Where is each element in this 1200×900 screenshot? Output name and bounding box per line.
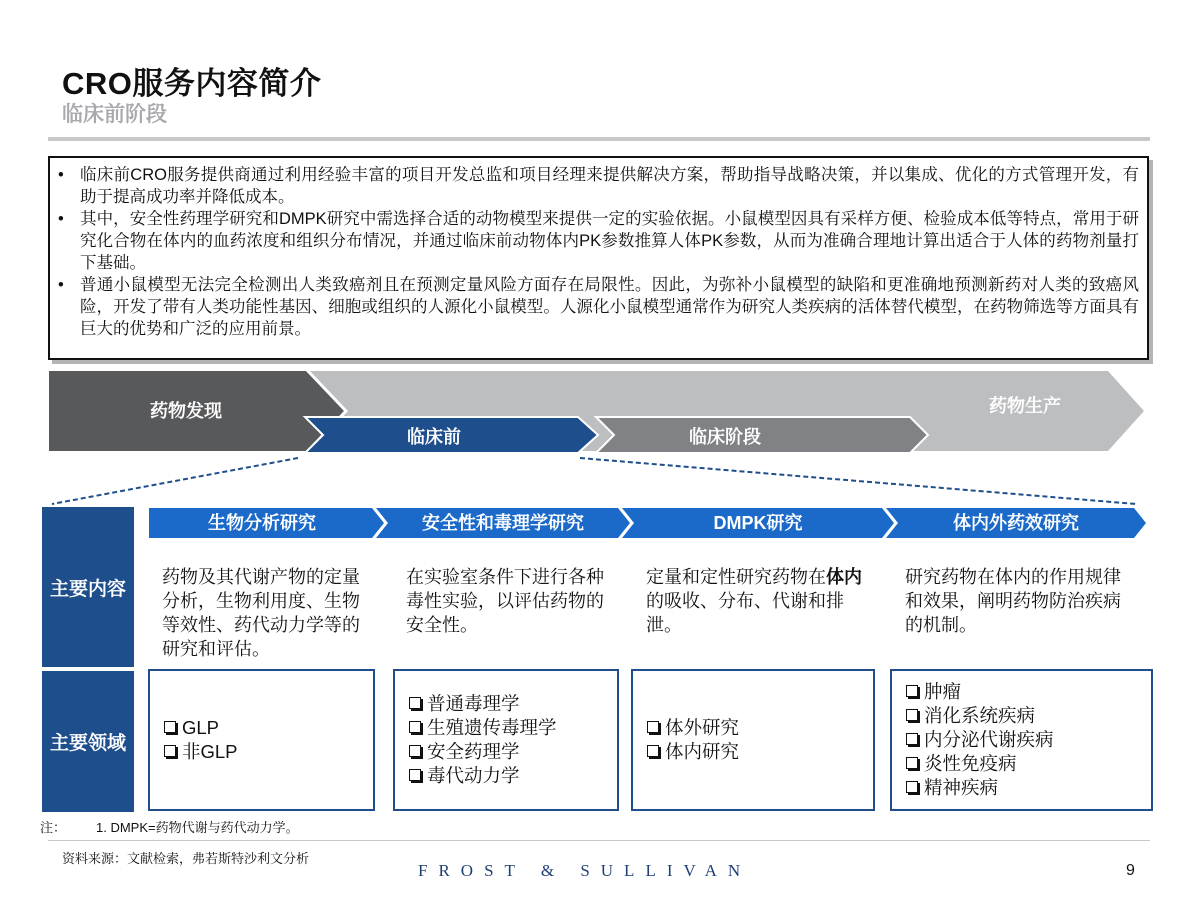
areas-box-efficacy <box>890 669 1153 811</box>
area-item-label: 肿瘤 <box>924 681 962 702</box>
checkbox-icon <box>906 685 918 697</box>
area-item-label: 生殖遗传毒理学 <box>427 717 557 738</box>
areas-box-bioanalysis <box>148 669 375 811</box>
content-safety-toxicology: 在实验室条件下进行各种毒性实验，以评估药物的安全性。 <box>406 567 604 635</box>
area-item <box>906 752 1151 776</box>
checkbox-icon <box>409 697 421 709</box>
checkbox-icon <box>906 781 918 793</box>
area-item <box>409 740 617 764</box>
zoom-connector-right <box>580 458 1136 504</box>
intro-bullet <box>58 274 1139 340</box>
area-item-label: 毒代动力学 <box>427 765 520 786</box>
intro-box <box>48 156 1149 360</box>
column-header-safety-toxicology: 安全性和毒理学研究 <box>422 513 584 533</box>
area-item <box>906 776 1151 800</box>
area-item-label: 内分泌代谢疾病 <box>924 729 1054 750</box>
page-title: CRO服务内容简介 <box>62 66 322 101</box>
checkbox-icon <box>647 745 659 757</box>
intro-bullet <box>58 208 1139 274</box>
intro-bullet-text: 其中，安全性药理学研究和DMPK研究中需选择合适的动物模型来提供一定的实验依据。小鼠模型因具有采样方便、检验成本低等特点，常用于研究化合物在体内的血药浓度和组织分布情况，并通过临床前动物体内PK参数推算人体PK参数，从而为准确合理地计算出适合于人体的药物剂量打下基础。 <box>80 210 1139 272</box>
area-item <box>164 716 373 740</box>
area-item <box>906 680 1151 704</box>
page-subtitle: 临床前阶段 <box>62 103 167 126</box>
area-item <box>409 716 617 740</box>
preclinical-label: 临床前 <box>407 427 461 447</box>
checkbox-icon <box>409 769 421 781</box>
footnote-text: 1. DMPK=药物代谢与药代动力学。 <box>96 820 299 835</box>
areas-box-safety-toxicology <box>393 669 619 811</box>
zoom-connector-left <box>52 458 298 504</box>
checkbox-icon <box>906 733 918 745</box>
content-dmpk <box>646 565 870 637</box>
page-number: 9 <box>1126 862 1135 879</box>
intro-bullet <box>58 164 1139 208</box>
area-item-label: 非GLP <box>182 741 238 762</box>
frost-sullivan-logo: FROST & SULLIVAN <box>418 861 752 880</box>
area-item-label: 体内研究 <box>665 741 740 762</box>
area-item-label: 普通毒理学 <box>427 693 520 714</box>
area-item-label: 体外研究 <box>665 717 740 738</box>
clinical-stage-arrow <box>596 417 928 453</box>
content-dmpk-part: 定量和定性研究药物在 <box>646 567 826 587</box>
column-header-dmpk: DMPK研究 <box>713 513 803 533</box>
area-item <box>164 740 373 764</box>
title-divider <box>48 137 1150 141</box>
area-item-label: 精神疾病 <box>924 777 999 798</box>
content-efficacy: 研究药物在体内的作用规律和效果，阐明药物防治疾病的机制。 <box>905 567 1121 635</box>
checkbox-icon <box>906 757 918 769</box>
intro-bullet-text: 临床前CRO服务提供商通过利用经验丰富的项目开发总监和项目经理来提供解决方案，帮助指导战略决策，并以集成、优化的方式管理开发，有助于提高成功率并降低成本。 <box>80 166 1139 206</box>
footnote-label: 注： <box>40 820 67 835</box>
area-item-label: 安全药理学 <box>427 741 520 762</box>
checkbox-icon <box>906 709 918 721</box>
area-item-label: GLP <box>182 717 220 738</box>
area-item <box>906 704 1151 728</box>
footer-divider <box>48 840 1150 841</box>
area-item-label: 炎性免疫病 <box>924 753 1017 774</box>
checkbox-icon <box>647 721 659 733</box>
content-bioanalysis: 药物及其代谢产物的定量分析，生物利用度、生物等效性、药代动力学等的研究和评估。 <box>162 567 360 659</box>
process-flow-diagram <box>0 365 1200 515</box>
checkbox-icon <box>164 721 176 733</box>
content-dmpk-emphasis: 体内 <box>826 567 862 587</box>
column-header-efficacy: 体内外药效研究 <box>953 513 1079 533</box>
area-item <box>647 740 873 764</box>
drug-production-label: 药物生产 <box>989 396 1061 416</box>
bullet-marker: • <box>58 210 64 228</box>
bullet-marker: • <box>58 166 64 184</box>
row-label-areas: 主要领域 <box>42 671 134 812</box>
checkbox-icon <box>164 745 176 757</box>
area-item <box>409 692 617 716</box>
content-dmpk-part: 的吸收、分布、代谢和排泄。 <box>646 591 844 635</box>
source-citation: 资料来源：文献检索，弗若斯特沙利文分析 <box>62 851 310 866</box>
intro-bullet-text: 普通小鼠模型无法完全检测出人类致癌剂且在预测定量风险方面存在局限性。因此，为弥补小鼠模型的缺陷和更准确地预测新药对人类的致癌风险，开发了带有人类功能性基因、细胞或组织的人源化小鼠模型。人源化小鼠模型通常作为研究人类疾病的活体替代模型，在药物筛选等方面具有巨大的优势和广泛的应用前景。 <box>80 276 1139 338</box>
areas-box-dmpk <box>631 669 875 811</box>
bullet-marker: • <box>58 276 64 294</box>
checkbox-icon <box>409 745 421 757</box>
column-header-bioanalysis: 生物分析研究 <box>208 513 316 533</box>
area-item <box>647 716 873 740</box>
area-item <box>906 728 1151 752</box>
clinical-stage-label: 临床阶段 <box>689 427 761 447</box>
row-label-content: 主要内容 <box>42 507 134 667</box>
drug-discovery-label: 药物发现 <box>150 401 222 421</box>
area-item <box>409 764 617 788</box>
area-item-label: 消化系统疾病 <box>924 705 1036 726</box>
checkbox-icon <box>409 721 421 733</box>
